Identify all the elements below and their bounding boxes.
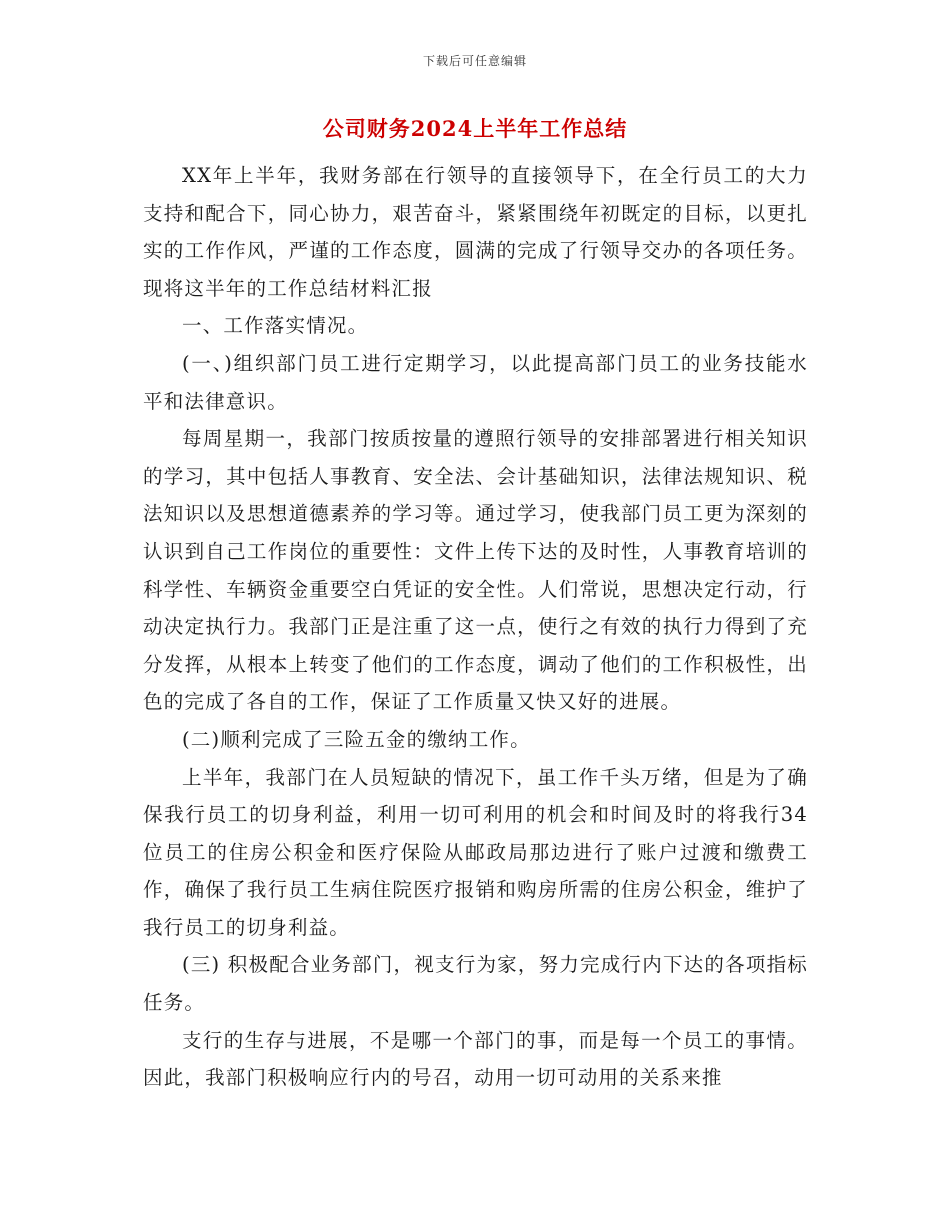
document-body <box>143 157 808 1097</box>
document-title: 公司财务2024上半年工作总结 <box>322 116 628 141</box>
subheading-study: (一、)组织部门员工进行定期学习，以此提高部门员工的业务技能水平和法律意识。 <box>143 351 808 413</box>
subheading-insurance: (二)顺利完成了三险五金的缴纳工作。 <box>182 727 531 751</box>
paragraph-insurance: 上半年，我部门在人员短缺的情况下，虽工作千头万绪，但是为了确保我行员工的切身利益，利用一切可利用的机会和时间及时的将我行34位员工的住房公积金和医疗保险从邮政局那边进行了账户过渡和缴费工作，确保了我行员工生病住院医疗报销和购房所需的住房公积金，维护了我行员工的切身利益。 <box>143 765 808 939</box>
paragraph-cooperation: 支行的生存与进展，不是哪一个部门的事，而是每一个员工的事情。因此，我部门积极响应行内的号召，动用一切可动用的关系来推 <box>143 1028 808 1090</box>
header-note: 下载后可任意编辑 <box>422 54 527 68</box>
paragraph-study: 每周星期一，我部门按质按量的遵照行领导的安排部署进行相关知识的学习，其中包括人事教育、安全法、会计基础知识，法律法规知识、税法知识以及思想道德素养的学习等。通过学习，使我部门员工更为深刻的认识到自己工作岗位的重要性：文件上传下达的及时性，人事教育培训的科学性、车辆资金重要空白凭证的安全性。人们常说，思想决定行动，行动决定执行力。我部门正是注重了这一点，使行之有效的执行力得到了充分发挥，从根本上转变了他们的工作态度，调动了他们的工作积极性，出色的完成了各自的工作，保证了工作质量又快又好的进展。 <box>143 427 808 714</box>
paragraph-intro: XX年上半年，我财务部在行领导的直接领导下，在全行员工的大力支持和配合下，同心协力，艰苦奋斗，紧紧围绕年初既定的目标，以更扎实的工作作风，严谨的工作态度，圆满的完成了行领导交办的各项任务。现将这半年的工作总结材料汇报 <box>143 164 808 300</box>
subheading-cooperation: (三) 积极配合业务部门，视支行为家，努力完成行内下达的各项指标任务。 <box>143 953 808 1015</box>
section-heading-work: 一、工作落实情况。 <box>182 314 369 338</box>
